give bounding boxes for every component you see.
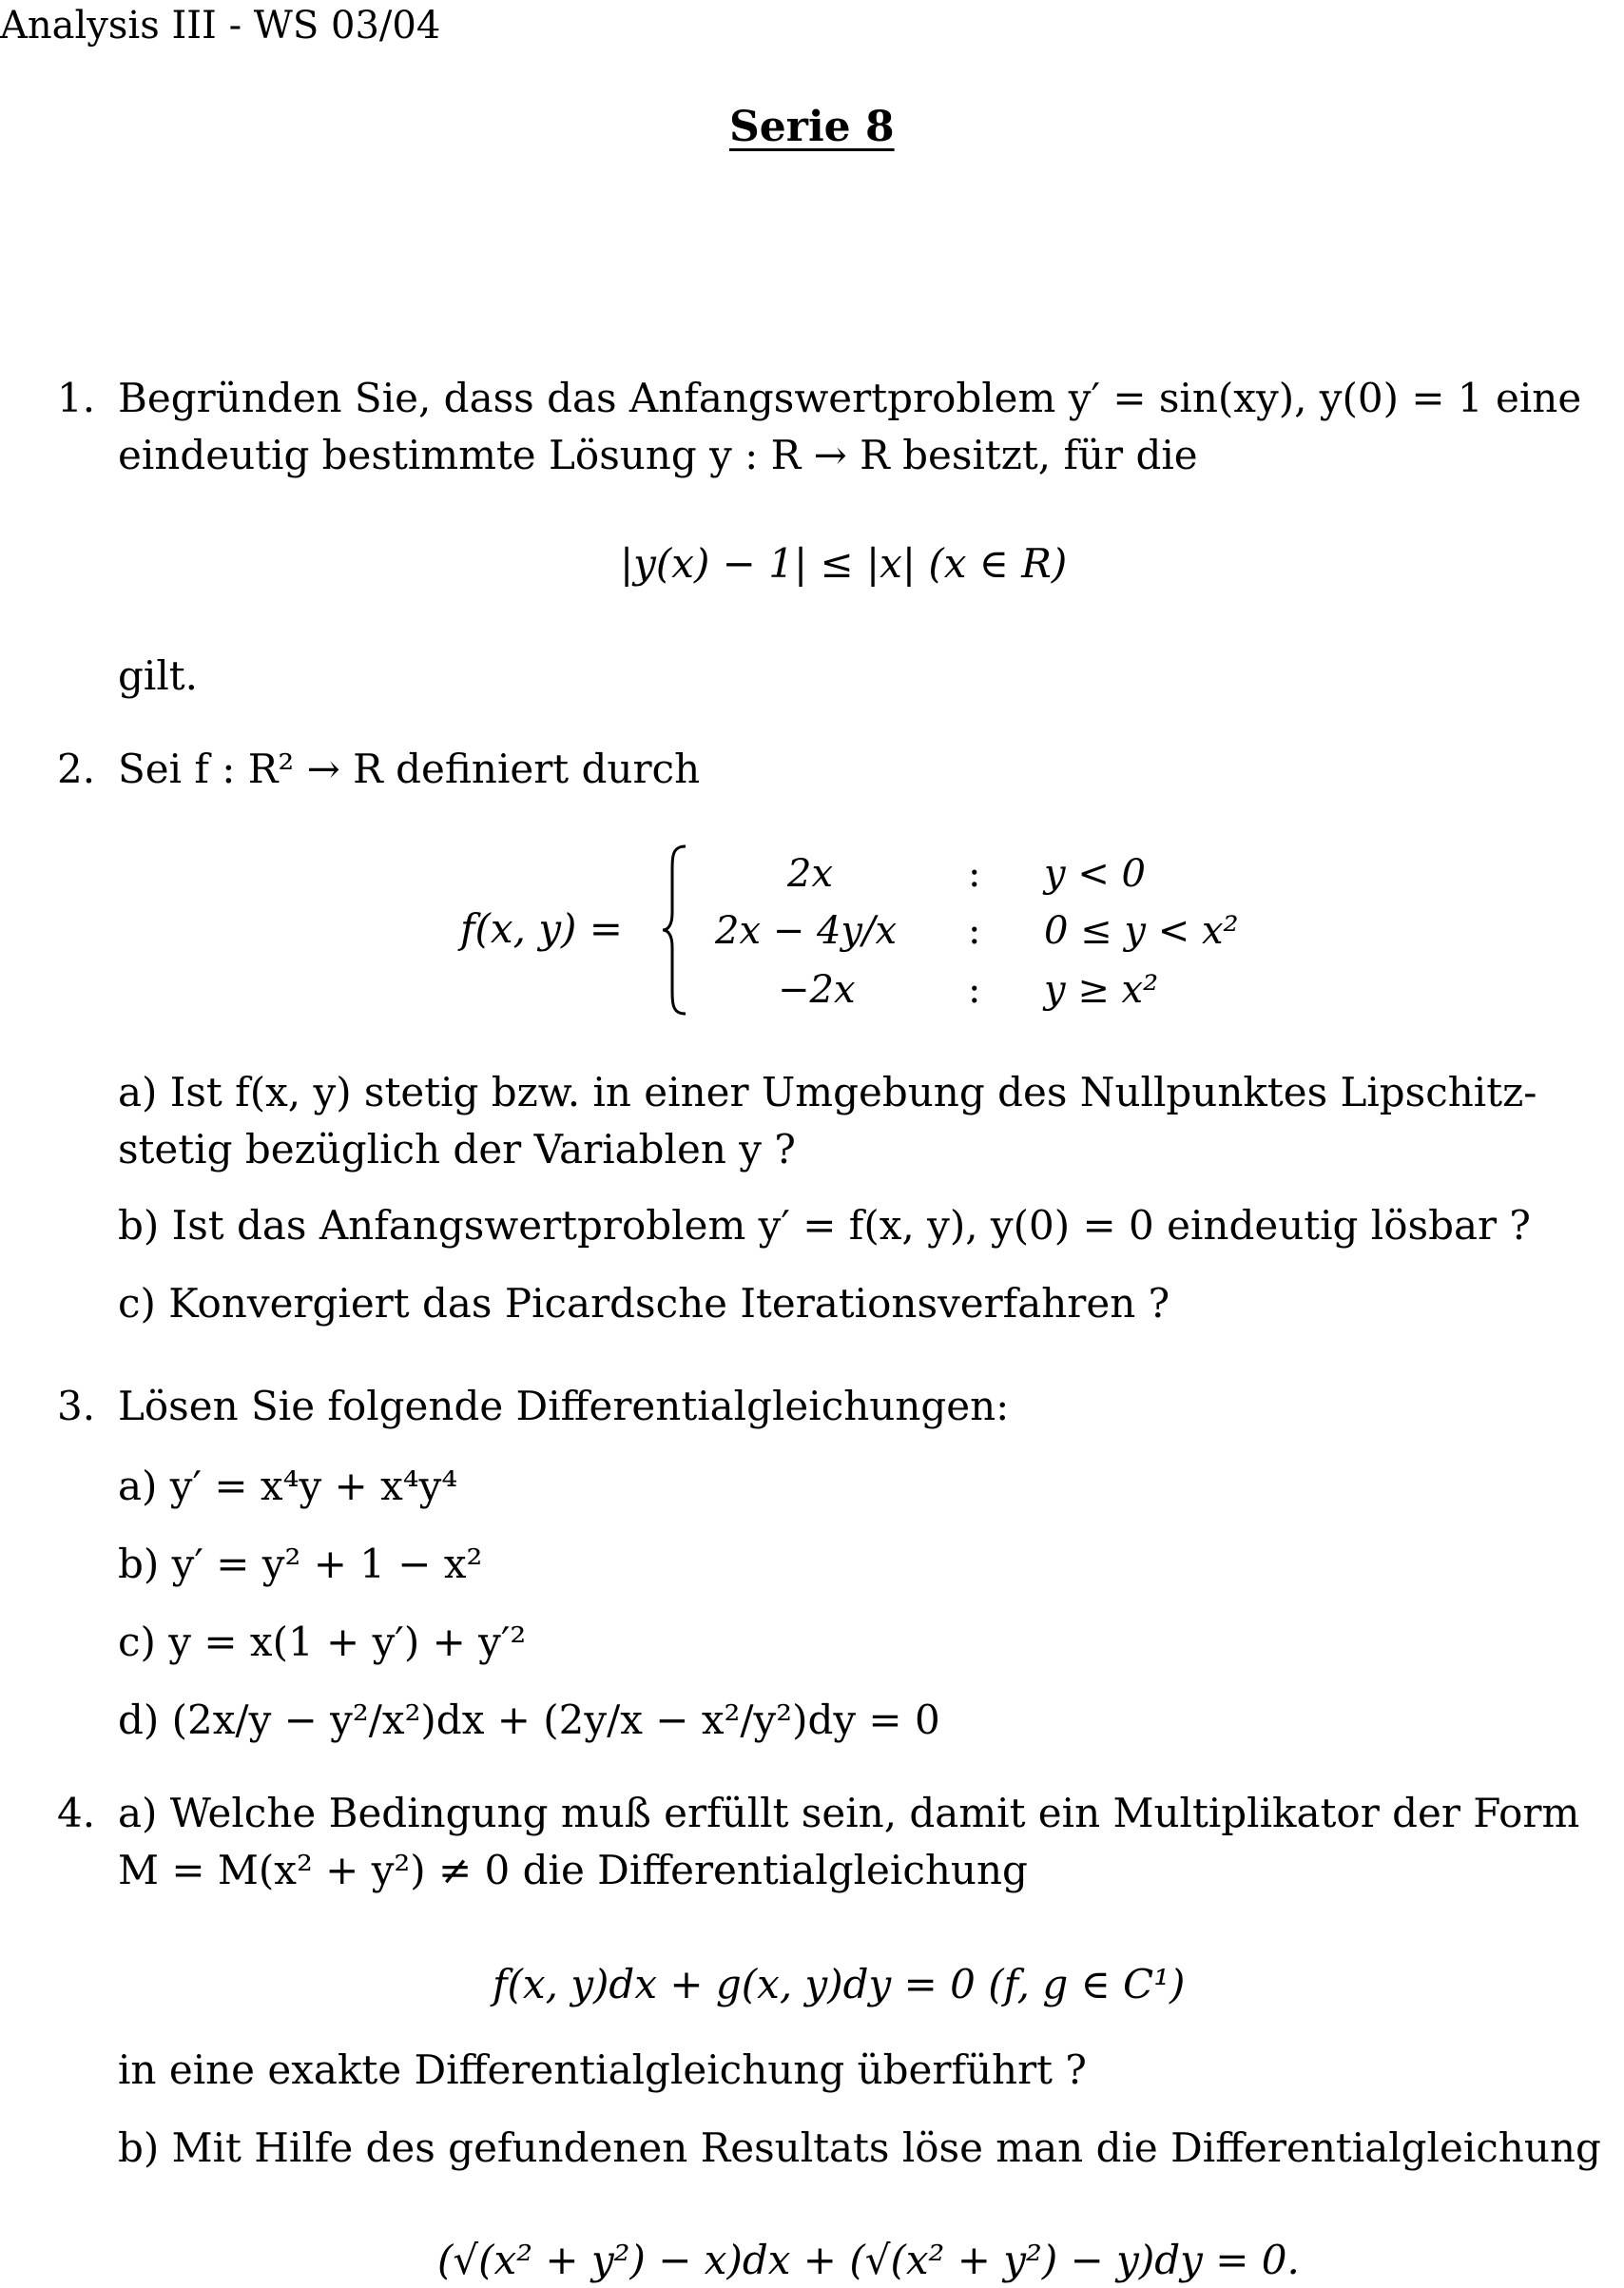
- problem-text: Begründen Sie, dass das Anfangswertproblem y′ = sin(xy), y(0) = 1 eine: [118, 375, 1582, 421]
- display-formula: f(x, y)dx + g(x, y)dy = 0 (f, g ∈ C¹): [493, 1961, 1186, 2007]
- case-expression: 2x: [787, 852, 834, 896]
- subquestion-a-cont: stetig bezüglich der Variablen y ?: [118, 1126, 796, 1173]
- case-separator: :: [968, 852, 981, 896]
- case-separator: :: [968, 968, 981, 1012]
- subquestion-b: b) Mit Hilfe des gefundenen Resultats löse man die Differentialgleichung: [118, 2124, 1601, 2171]
- case-condition: y ≥ x²: [1044, 968, 1159, 1012]
- problem-text: eindeutig bestimmte Lösung y : R → R besitzt, für die: [118, 432, 1198, 478]
- problem-number: 4.: [57, 1790, 96, 1836]
- case-condition: 0 ≤ y < x²: [1044, 909, 1239, 953]
- subquestion-a: a) Welche Bedingung muß erfüllt sein, damit ein Multiplikator der Form: [118, 1790, 1580, 1836]
- subquestion-b: b) Ist das Anfangswertproblem y′ = f(x, y), y(0) = 0 eindeutig lösbar ?: [118, 1202, 1531, 1249]
- case-condition: y < 0: [1044, 852, 1146, 896]
- problem-text: Lösen Sie folgende Differentialgleichungen:: [118, 1383, 1010, 1429]
- subquestion-a-cont: M = M(x² + y²) ≠ 0 die Differentialgleichung: [118, 1847, 1028, 1893]
- display-formula: |y(x) − 1| ≤ |x| (x ∈ R): [620, 540, 1068, 587]
- case-separator: :: [968, 909, 981, 953]
- subquestion-a-cont: in eine exakte Differentialgleichung überführt ?: [118, 2046, 1087, 2093]
- problem-number: 1.: [57, 375, 96, 421]
- case-expression: 2x − 4y/x: [715, 909, 898, 953]
- problem-number: 2.: [57, 746, 96, 792]
- display-formula: (√(x² + y²) − x)dx + (√(x² + y²) − y)dy = 0.: [437, 2237, 1300, 2283]
- subquestion-c: c) Konvergiert das Picardsche Iterationsverfahren ?: [118, 1280, 1170, 1327]
- function-lhs: f(x, y) =: [460, 905, 623, 952]
- course-header: Analysis III - WS 03/04: [0, 4, 441, 48]
- left-brace-icon: [661, 844, 689, 1016]
- equation-c: c) y = x(1 + y′) + y′²: [118, 1619, 527, 1665]
- case-expression: −2x: [778, 968, 856, 1012]
- problem-number: 3.: [57, 1383, 96, 1429]
- subquestion-a: a) Ist f(x, y) stetig bzw. in einer Umgebung des Nullpunktes Lipschitz-: [118, 1069, 1537, 1115]
- problem-text: gilt.: [118, 652, 198, 699]
- equation-b: b) y′ = y² + 1 − x²: [118, 1541, 483, 1587]
- problem-text: Sei f : R² → R definiert durch: [118, 746, 701, 792]
- page-title: Serie 8: [729, 103, 895, 151]
- equation-d: d) (2x/y − y²/x²)dx + (2y/x − x²/y²)dy = 0: [118, 1697, 940, 1743]
- equation-a: a) y′ = x⁴y + x⁴y⁴: [118, 1463, 458, 1509]
